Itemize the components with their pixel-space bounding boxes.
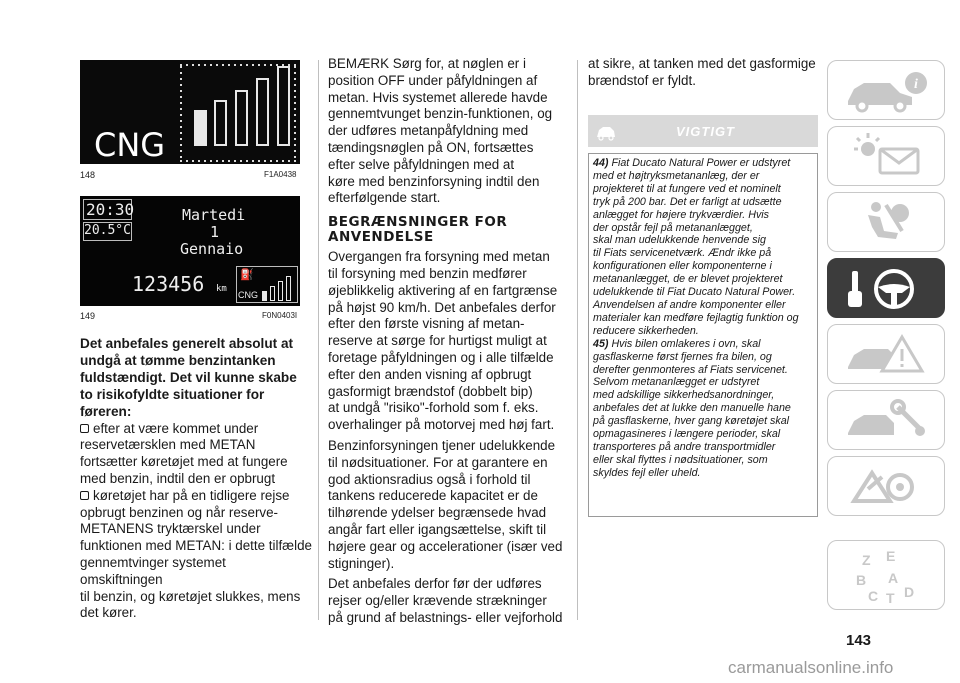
- alphabetical-index-icon: [828, 541, 946, 611]
- gauge-dot: [186, 160, 188, 162]
- gauge-dot: [294, 114, 296, 116]
- warning-line: Fiat Ducato Natural Power er udstyret: [611, 157, 791, 169]
- text-line: BEMÆRK Sørg for, at nøglen er i: [328, 56, 526, 71]
- column-1-text: [80, 336, 312, 622]
- warning-line: skal man udelukkende henvende sig: [593, 234, 766, 247]
- svg-text:i: i: [914, 77, 918, 92]
- index-letter: B: [856, 572, 867, 588]
- warning-note-45: [593, 338, 817, 480]
- text-line: gennemtvunget benzin-funktionen, og: [328, 106, 553, 122]
- gauge-dot: [294, 150, 296, 152]
- text-line: Overgangen fra forsyning med metan: [328, 249, 550, 265]
- gauge-dot: [192, 64, 194, 66]
- text-line: overhalinger på motorvej med høj fart.: [328, 417, 555, 433]
- bullet-2-line: METANENS tryktærskel under: [80, 521, 261, 537]
- warning-line: skyldes fejl eller uheld.: [593, 466, 701, 479]
- text-line: at sikre, at tanken med det gasformige: [588, 56, 816, 71]
- figure-149-code: F0N0403I: [262, 311, 298, 320]
- text-line: efterfølgende start.: [328, 190, 441, 206]
- gauge-dot: [216, 64, 218, 66]
- section-heading: BEGRÆNSNINGER FOR ANVENDELSE: [328, 214, 508, 246]
- continuation-paragraph: [588, 56, 818, 90]
- warning-line: anlægget for højere trykværdier. Hvis: [593, 208, 770, 221]
- gauge-dot: [252, 160, 254, 162]
- gauge-dot: [180, 66, 182, 68]
- bullet-2-line: det kører.: [80, 605, 137, 621]
- note-number: 44): [593, 157, 609, 169]
- warning-title: VIGTIGT: [676, 124, 735, 139]
- gauge-dot: [294, 64, 296, 66]
- gauge-dot: [282, 160, 284, 162]
- gauge-dot: [180, 114, 182, 116]
- dashboard-lights-icon: [828, 127, 946, 187]
- text-line: tankens reducerede kapacitet er de: [328, 488, 538, 504]
- warning-body: [588, 153, 818, 517]
- gauge-dot: [234, 160, 236, 162]
- note-paragraph: [328, 56, 568, 207]
- gauge-dot: [180, 160, 182, 162]
- gauge-dot: [246, 64, 248, 66]
- text-line: efter den anden visning af opbrugt: [328, 366, 532, 382]
- gauge-dot: [288, 160, 290, 162]
- gauge-dot: [258, 160, 260, 162]
- text-line: Det anbefales derfor før der udføres: [328, 576, 542, 592]
- warning-line: materialer kan medføre fejlagtig funktion og: [593, 311, 799, 324]
- gauge-dot: [180, 156, 182, 158]
- warning-line: tryk på 200 bar. Det er farligt at udsætte: [593, 195, 782, 208]
- gauge-dot: [282, 64, 284, 66]
- text-line: god aktionsradius også i forhold til: [328, 471, 531, 487]
- gauge-dot: [294, 90, 296, 92]
- text-line: reserve at sørge for hurtigst muligt at: [328, 333, 547, 349]
- gauge-dot: [276, 160, 278, 162]
- gauge-dot: [204, 64, 206, 66]
- gauge-dot: [180, 96, 182, 98]
- gauge-dot: [216, 160, 218, 162]
- warning-line: gasflaskerne først fjernes fra bilen, og: [593, 350, 772, 363]
- service-wrench-icon: [828, 391, 946, 451]
- gauge-dot: [294, 96, 296, 98]
- warning-line: transporteres på andre transportmidler: [593, 440, 776, 453]
- warning-car-icon: [594, 119, 618, 143]
- warning-line: på gasflaskerne, hver gang køretøjet skal: [593, 415, 790, 428]
- text-line: på højst 90 km/h. Det anbefales derfor: [328, 299, 556, 315]
- figure-149-cluster-display: [80, 196, 300, 306]
- gauge-dot: [294, 72, 296, 74]
- index-letter: Z: [862, 552, 871, 568]
- gauge-dot: [294, 126, 296, 128]
- gauge-dot: [228, 160, 230, 162]
- gauge-dot: [180, 102, 182, 104]
- text-line: gasformigt brændstof (dobbelt bip): [328, 383, 533, 399]
- checkbox-bullet-icon: [80, 491, 89, 500]
- date-readout: 1: [210, 223, 220, 241]
- watermark-text: carmanualsonline.info: [728, 658, 894, 677]
- bullet-2-line: funktionen med METAN: i dette tilfælde: [80, 538, 312, 554]
- gauge-dot: [180, 150, 182, 152]
- temperature-readout: 20.5°C: [84, 223, 131, 238]
- warning-line: med adskillige sikkerhedsanordninger,: [593, 389, 775, 402]
- warning-text: [593, 157, 817, 480]
- index-letter: D: [904, 584, 915, 600]
- warning-line: anbefales det at lukke den manuelle hane: [593, 402, 791, 415]
- text-line: der udføres metanpåfyldning med: [328, 123, 529, 139]
- text-line: efter den første visning af metan-: [328, 316, 525, 332]
- warning-line: derefter genmonteres af Fiats servicenet.: [593, 363, 788, 376]
- bullet-1-first-line: efter at være kommet under: [93, 420, 259, 436]
- sidebar-tab-service[interactable]: [827, 390, 945, 450]
- warning-line: der opstår fejl på metananlægget,: [593, 221, 753, 234]
- sidebar-tab-emergency[interactable]: [827, 324, 945, 384]
- gauge-dot: [264, 64, 266, 66]
- text-line: stigninger).: [328, 555, 395, 571]
- warning-line: udelukkende til Fiat Ducato Natural Power.: [593, 286, 796, 299]
- sidebar-tab-car-info[interactable]: [827, 60, 945, 120]
- text-line: Benzinforsyningen tjener udelukkende: [328, 437, 556, 453]
- gauge-dot: [222, 160, 224, 162]
- gauge-dot: [294, 108, 296, 110]
- gauge-dot: [222, 64, 224, 66]
- column-divider: [577, 60, 578, 620]
- figure-148-code: F1A0438: [264, 170, 297, 179]
- text-line: til nødsituationer. For at garantere en: [328, 454, 548, 470]
- fuel-bar-4: [286, 276, 291, 301]
- bullet-1-line: reservetærsklen med METAN: [80, 437, 256, 453]
- column-divider: [318, 60, 319, 620]
- time-readout: 20:30: [86, 200, 135, 219]
- fuel-bar-1: [262, 291, 267, 301]
- gauge-dot: [264, 160, 266, 162]
- gauge-dot: [270, 64, 272, 66]
- figure-148-cng-display: [80, 60, 300, 164]
- bullet-1-line: med benzin, indtil den er opbrugt: [80, 470, 276, 486]
- gauge-dot: [228, 64, 230, 66]
- warning-line: projekteret til at fungere ved et nominelt: [593, 182, 781, 195]
- text-line: at undgå "risiko"-forhold som f. eks.: [328, 400, 539, 416]
- gauge-bar-4: [256, 78, 269, 146]
- gauge-dot: [294, 132, 296, 134]
- gauge-dot: [198, 160, 200, 162]
- bullet-item-1: [80, 421, 312, 488]
- warning-line: Anvendelsen af andre komponenter eller: [593, 298, 786, 311]
- gauge-bar-2: [214, 100, 227, 146]
- gauge-dot: [294, 120, 296, 122]
- warning-line: med et højtryksmetananlæg, der er: [593, 169, 760, 182]
- gauge-dot: [240, 160, 242, 162]
- checkbox-bullet-icon: [80, 424, 89, 433]
- text-line: til forsyning med benzin medfører: [328, 265, 527, 281]
- gauge-dot: [294, 138, 296, 140]
- warning-line: konfigurationen eller komponenterne i: [593, 260, 772, 273]
- gauge-dot: [180, 84, 182, 86]
- gauge-dot: [180, 64, 182, 66]
- fuel-bar-2: [270, 286, 275, 301]
- bullet-1-line: fortsætter køretøjet med at fungere: [80, 454, 288, 470]
- index-letter: T: [886, 590, 895, 606]
- index-letter: C: [868, 588, 879, 604]
- figure-148-label: 148: [80, 170, 96, 180]
- warning-line: reducere sikkerheden.: [593, 324, 699, 337]
- sidebar-tab-starting-driving-active[interactable]: [827, 258, 945, 318]
- bullet-item-2: [80, 488, 312, 622]
- text-line: angår fart eller igangsættelse, skift til: [328, 521, 547, 537]
- sidebar-tab-safety[interactable]: [827, 192, 945, 252]
- column-2-text: [328, 56, 568, 627]
- gauge-dot: [180, 120, 182, 122]
- warning-line: til Fiats servicenetværk. Ændr ikke på: [593, 247, 772, 260]
- bullet-2-first-line: køretøjet har på en tidligere rejse: [93, 487, 290, 503]
- gauge-dot: [204, 160, 206, 162]
- petrol-supply-paragraph: [328, 438, 568, 572]
- text-line: brændstof er fyldt.: [588, 72, 696, 88]
- text-line: tændingsnøglen på ON, fortsættes: [328, 139, 534, 155]
- sidebar-tab-index[interactable]: [827, 540, 945, 610]
- gauge-dot: [180, 72, 182, 74]
- gauge-dot: [234, 64, 236, 66]
- gauge-dot: [180, 90, 182, 92]
- gauge-dot: [240, 64, 242, 66]
- text-line: efter selve påfyldningen med at: [328, 156, 515, 172]
- gauge-dot: [276, 64, 278, 66]
- warning-line: Selvom metananlægget er udstyret: [593, 376, 760, 389]
- bullet-2-line: til benzin, og køretøjet slukkes, mens: [80, 588, 301, 604]
- gauge-dot: [294, 66, 296, 68]
- gauge-dot: [180, 132, 182, 134]
- gauge-dot: [198, 64, 200, 66]
- text-line: øjeblikkelig aktivering af en fartgrænse: [328, 282, 558, 298]
- gauge-dot: [258, 64, 260, 66]
- bullet-2-line: gennemtvinger systemet omskiftningen: [80, 554, 226, 587]
- warning-line: eller skal flyttes i nødsituationer, som: [593, 453, 768, 466]
- gauge-dot: [294, 78, 296, 80]
- key-steering-wheel-icon: [828, 259, 946, 319]
- note-number: 45): [593, 337, 609, 350]
- month-readout: Gennaio: [180, 240, 244, 258]
- gauge-dot: [270, 160, 272, 162]
- fuel-pump-icon: ⛽: [240, 268, 254, 281]
- gauge-dot: [210, 64, 212, 66]
- gauge-dot: [252, 64, 254, 66]
- sidebar-tab-technical-data[interactable]: [827, 456, 945, 516]
- index-letter: E: [886, 548, 896, 564]
- gauge-dot: [294, 84, 296, 86]
- gauge-dot: [294, 156, 296, 158]
- warning-line: opmagasineres i længere perioder, skal: [593, 428, 781, 441]
- warning-car-icon: [828, 325, 946, 385]
- gauge-dot: [186, 64, 188, 66]
- gauge-dot: [192, 160, 194, 162]
- gauge-dot: [180, 138, 182, 140]
- text-line: metan. Hvis systemet allerede havde: [328, 89, 548, 105]
- gauge-bar-1: [194, 110, 207, 146]
- gauge-bar-3: [235, 90, 248, 146]
- column-3-intro: [588, 56, 818, 90]
- gauge-dot: [210, 160, 212, 162]
- gauge-bar-5: [277, 66, 290, 146]
- gauge-dot: [180, 144, 182, 146]
- gauge-dot: [180, 78, 182, 80]
- recommendation-paragraph: [328, 576, 568, 626]
- airbag-seat-icon: [828, 193, 946, 253]
- car-info-icon: [828, 61, 946, 121]
- figure-149-label: 149: [80, 311, 96, 321]
- sidebar-tab-dashboard-lights[interactable]: [827, 126, 945, 186]
- warning-line: metananlægget, de er blevet projekteret: [593, 273, 783, 286]
- warning-line: Hvis bilen omlakeres i ovn, skal: [611, 337, 761, 350]
- text-line: foretage påfyldningen og i alle tilfælde: [328, 349, 554, 365]
- gauge-dot: [288, 64, 290, 66]
- text-line: rejser og/eller krævende strækninger: [328, 593, 547, 609]
- day-readout: Martedi: [182, 206, 246, 224]
- page-number: 143: [846, 632, 872, 649]
- warning-note-44: [593, 157, 817, 338]
- intro-bold-paragraph: Det anbefales generelt absolut at undgå at tømme benzintanken fuldstændigt. Det vil kunne skabe to risikofyldte situationer for føreren:: [80, 336, 297, 419]
- odometer-unit: km: [216, 284, 227, 294]
- gauge-dot: [180, 108, 182, 110]
- gauge-dot: [294, 144, 296, 146]
- bullet-2-line: opbrugt benzinen og når reserve-: [80, 504, 279, 520]
- text-line: position OFF under påfyldningen af: [328, 72, 538, 88]
- fuel-type-label: CNG: [238, 290, 258, 300]
- index-letter: A: [888, 570, 899, 586]
- restrictions-paragraph: [328, 249, 568, 434]
- cng-display-text: CNG: [94, 126, 166, 164]
- text-line: køre med benzinforsyning indtil den: [328, 173, 540, 189]
- gauge-dot: [180, 126, 182, 128]
- fuel-bar-3: [278, 281, 283, 301]
- gauge-dot: [246, 160, 248, 162]
- gauge-dot: [294, 160, 296, 162]
- gauge-dot: [294, 102, 296, 104]
- text-line: højere gear og accelerationer (især ved: [328, 538, 563, 554]
- tech-specs-icon: [828, 457, 946, 517]
- odometer-readout: 123456: [132, 272, 205, 296]
- text-line: på grund af belastnings- eller vejforhold: [328, 609, 563, 625]
- text-line: tilhørende ydelser begrænsede hvad: [328, 505, 547, 521]
